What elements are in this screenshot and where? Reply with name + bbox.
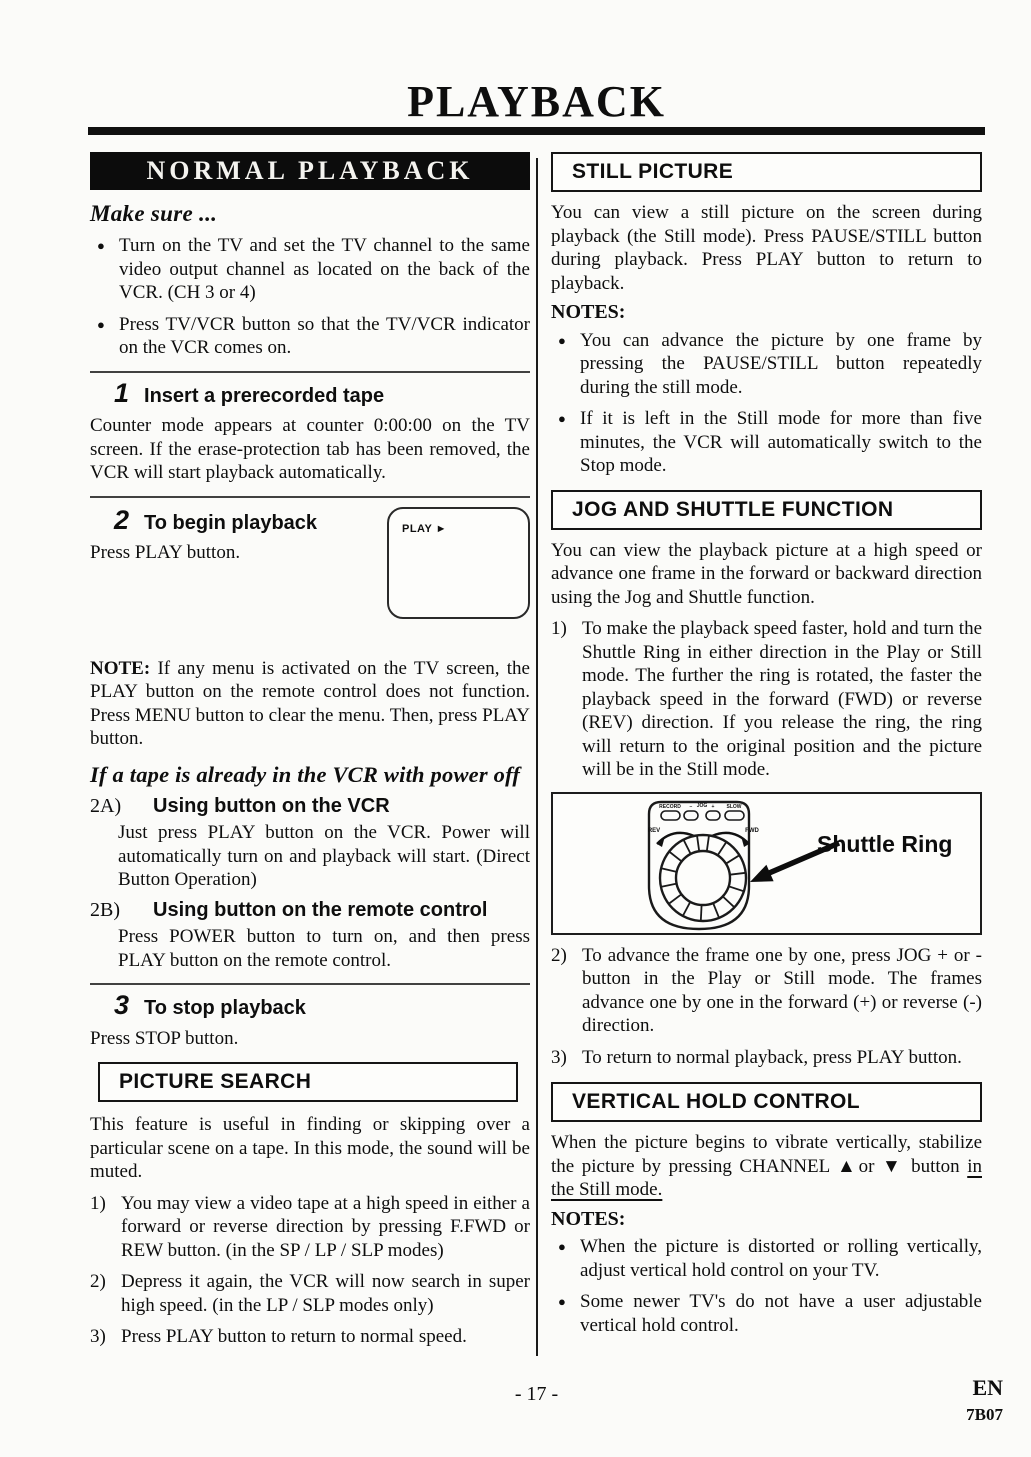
- bullet-text: You can advance the picture by one frame by pressing the PAUSE/STILL button repeatedly during the still mode.: [580, 329, 982, 398]
- osd-play-indicator: PLAY ►: [402, 522, 448, 535]
- vertical-hold-intro-underlined: in the Still mode.: [551, 1155, 982, 1200]
- shuttle-ring-figure: [551, 792, 982, 935]
- list-item: [551, 617, 982, 782]
- slow-button: [725, 811, 744, 820]
- bullet-text: When the picture is distorted or rolling vertically, adjust vertical hold control on your TV.: [580, 1236, 982, 1281]
- jog-minus-button: [684, 811, 698, 820]
- item-number: 2): [90, 1271, 106, 1292]
- item-title: Using button on the VCR: [153, 794, 390, 817]
- shuttle-ring-outer: [660, 835, 746, 921]
- list-item: [551, 1235, 982, 1282]
- jog-dial-inner: [676, 851, 730, 905]
- slow-label: SLOW: [726, 803, 742, 810]
- notes-label: NOTES:: [551, 1207, 626, 1230]
- step-2-block: [90, 504, 530, 619]
- tv-screen-illustration: [387, 507, 530, 619]
- fwd-label: FWD: [745, 827, 759, 834]
- section-header-normal-playback: NORMAL PLAYBACK: [90, 152, 530, 190]
- section-separator: [90, 983, 530, 985]
- minus-label: −: [689, 803, 693, 810]
- list-item: [551, 944, 982, 1038]
- list-item: [90, 1325, 530, 1349]
- list-item: [551, 329, 982, 400]
- vertical-hold-intro: [551, 1131, 982, 1202]
- item-text: To advance the frame one by one, press JOG + or - button in the Play or Still mode. The frames advance one by one in the forward (+) or reverse (-) direction.: [582, 944, 982, 1036]
- bullet-icon: ●: [558, 1239, 566, 1254]
- list-item: [551, 407, 982, 478]
- step-number: 1: [114, 377, 130, 408]
- step-title: To begin playback: [144, 511, 318, 534]
- bullet-text: Turn on the TV and set the TV channel to the same video output channel as located on the back of the VCR. (CH 3 or 4): [119, 235, 530, 303]
- make-sure-heading: Make sure ...: [90, 201, 218, 226]
- section-separator: [90, 371, 530, 373]
- picture-search-intro: This feature is useful in finding or skipping over a particular scene on a tape. In this mode, the sound will be muted.: [90, 1114, 530, 1182]
- record-label: RECORD: [659, 803, 681, 810]
- item-number: 2): [551, 944, 567, 966]
- step-3-heading: [90, 990, 530, 1021]
- step-number: 3: [114, 990, 130, 1020]
- list-item: [90, 1270, 530, 1317]
- section-separator: [90, 496, 530, 498]
- bullet-icon: ●: [558, 332, 566, 348]
- plus-label: +: [711, 803, 715, 810]
- step-3-body: Press STOP button.: [90, 1027, 239, 1049]
- bullet-text: If it is left in the Still mode for more than five minutes, the VCR will automatically switch to the Stop mode.: [580, 408, 982, 476]
- item-2a-body: Just press PLAY button on the VCR. Power will automatically turn on and playback will start. (Direct Button Operation): [118, 822, 530, 890]
- item-number: 1): [90, 1192, 106, 1214]
- column-divider: [536, 158, 538, 1356]
- item-2a-heading: [90, 795, 530, 819]
- item-number: 2B): [90, 898, 120, 921]
- right-column: [551, 152, 982, 1345]
- step-2-text: [90, 504, 387, 619]
- step-1-body: Counter mode appears at counter 0:00:00 on the TV screen. If the erase-protection tab has been removed, the VCR will start playback automatically.: [90, 415, 530, 483]
- list-item: [551, 1290, 982, 1337]
- remote-button-labels: [659, 803, 742, 810]
- list-item: [90, 1192, 530, 1263]
- shuttle-ring-label: Shuttle Ring: [817, 830, 953, 857]
- section-header-picture-search: PICTURE SEARCH: [98, 1062, 518, 1102]
- item-text: To make the playback speed faster, hold and turn the Shuttle Ring in either direction in the Play or Still mode. The further the ring is rotated, the faster the playback speed in the forward (FWD) or reverse (REV) direction. If you release the ring, the ring will return to the original position and the picture will be in the Still mode.: [582, 618, 982, 780]
- remote-control-illustration: [553, 794, 980, 933]
- jog-label: JOG: [696, 802, 708, 809]
- jog-shuttle-intro: You can view the playback picture at a high speed or advance one frame in the forward or backward direction using the Jog and Shuttle function.: [551, 539, 982, 608]
- remote-top-buttons: [661, 811, 744, 820]
- bullet-icon: ●: [558, 1294, 566, 1309]
- list-item: [551, 1046, 982, 1070]
- item-number: 1): [551, 618, 567, 639]
- bullet-text: Press TV/VCR button so that the TV/VCR indicator on the VCR comes on.: [119, 313, 530, 358]
- section-header-jog-shuttle: JOG AND SHUTTLE FUNCTION: [551, 490, 982, 530]
- bullet-icon: ●: [558, 411, 566, 426]
- list-item: [90, 234, 530, 305]
- item-title: Using button on the remote control: [153, 898, 488, 921]
- item-text: Press PLAY button to return to normal speed.: [121, 1326, 467, 1347]
- language-code: EN: [972, 1375, 1003, 1400]
- note-paragraph: [90, 657, 530, 751]
- section-header-vertical-hold: VERTICAL HOLD CONTROL: [551, 1082, 982, 1122]
- shuttle-ring-icon: [660, 835, 746, 921]
- step-2-body: Press PLAY button.: [90, 542, 241, 563]
- section-header-still-picture: STILL PICTURE: [551, 152, 982, 192]
- notes-label: NOTES:: [551, 301, 626, 323]
- document-code: 7B07: [966, 1405, 1003, 1424]
- callout-arrowhead-icon: [750, 864, 774, 881]
- item-number: 3): [90, 1326, 106, 1347]
- item-text: To return to normal playback, press PLAY button.: [582, 1046, 962, 1068]
- item-2b-body: Press POWER button to turn on, and then press PLAY button on the remote control.: [118, 926, 530, 971]
- step-number: 2: [114, 504, 130, 535]
- rev-label: REV: [647, 827, 661, 834]
- title-rule: [88, 127, 985, 135]
- page-number: - 17 -: [514, 1383, 559, 1405]
- item-text: You may view a video tape at a high speed in either a forward or reverse direction by pressing F.FWD or REW button. (in the SP / LP / SLP modes): [121, 1192, 530, 1261]
- jog-plus-button: [706, 811, 720, 820]
- item-2b-heading: [90, 899, 530, 923]
- list-item: [90, 313, 530, 360]
- item-number: 2A): [90, 794, 122, 817]
- bullet-icon: ●: [97, 238, 105, 253]
- step-1-heading: [90, 377, 530, 409]
- remote-body-outline: [649, 802, 749, 929]
- still-picture-intro: You can view a still picture on the screen during playback (the Still mode). Press PAUSE/STILL button during playback. Press PLAY button to return to playback.: [551, 202, 982, 294]
- tape-in-vcr-heading: If a tape is already in the VCR with power off: [90, 761, 521, 787]
- left-column: [90, 152, 530, 1357]
- vertical-hold-intro-text: When the picture begins to vibrate vertically, stabilize the picture by pressing CHANNEL ▲or ▼ button: [551, 1132, 982, 1177]
- bullet-icon: ●: [97, 316, 105, 332]
- bullet-text: Some newer TV's do not have a user adjustable vertical hold control.: [580, 1291, 982, 1336]
- arrow-labels: [648, 828, 760, 834]
- page-title: PLAYBACK: [407, 77, 666, 126]
- step-title: To stop playback: [144, 997, 306, 1019]
- step-title: Insert a prerecorded tape: [144, 384, 385, 407]
- item-text: Depress it again, the VCR will now search in super high speed. (in the LP / SLP modes only): [121, 1271, 530, 1316]
- step-2-heading: [90, 504, 379, 536]
- item-number: 3): [551, 1046, 567, 1068]
- note-label: NOTE:: [90, 657, 151, 679]
- note-text: If any menu is activated on the TV screen, the PLAY button on the remote control does not function. Press MENU button to clear the menu. Then, press PLAY button.: [90, 657, 530, 749]
- record-button: [661, 811, 680, 820]
